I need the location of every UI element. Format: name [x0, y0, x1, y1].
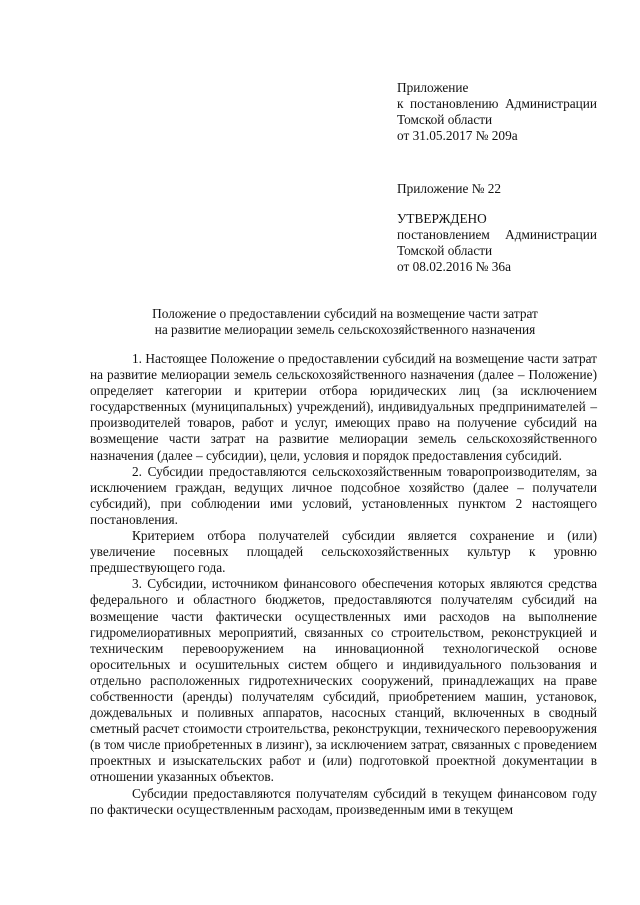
- appendix-number-text: Приложение № 22: [397, 181, 501, 196]
- appendix-header-line: от 31.05.2017 № 209а: [397, 128, 518, 143]
- document-title-line: на развитие мелиорации земель сельскохозяйственного назначения: [154, 322, 536, 337]
- approval-stamp: [397, 211, 597, 275]
- approval-line: от 08.02.2016 № 36а: [397, 259, 511, 274]
- paragraph: 1. Настоящее Положение о предоставлении субсидий на возмещение части затрат на развитие мелиорации земель сельскохозяйственного назначения (далее – Положение) определяет категории и критерии отбора юридических лиц (за исключением государственных (муниципальных) учреждений), индивидуальных предпринимателей – производителей товаров, работ и услуг, имеющих право на получение субсидий на возмещение части затрат на развитие мелиорации земель сельскохозяйственного назначения (далее – субсидии), цели, условия и порядок предоставления субсидий.: [90, 351, 597, 463]
- document-body: [90, 351, 597, 818]
- paragraph: 2. Субсидии предоставляются сельскохозяйственным товаропроизводителям, за исключением граждан, ведущих личное подсобное хозяйство (далее – получатели субсидий), при соблюдении ими условий, установленных пунктом 2 настоящего постановления.: [90, 463, 597, 527]
- appendix-header-line: Томской области: [397, 112, 493, 127]
- appendix-number: [397, 181, 597, 197]
- approval-line: УТВЕРЖДЕНО: [397, 211, 487, 226]
- paragraph: Субсидии предоставляются получателям субсидий в текущем финансовом году по фактически осуществленным расходам, произведенным ими в текущем: [90, 785, 597, 817]
- appendix-header: [397, 80, 597, 144]
- appendix-header-line: Приложение: [397, 80, 469, 95]
- appendix-header-line: к постановлению Администрации: [397, 96, 597, 111]
- approval-line: Томской области: [397, 243, 493, 258]
- paragraph: Критерием отбора получателей субсидии является сохранение и (или) увеличение посевных площадей сельскохозяйственных культур к уровню предшествующего года.: [90, 528, 597, 576]
- document-title: [90, 306, 600, 338]
- approval-line: постановлением Администрации: [397, 227, 597, 242]
- document-title-line: Положение о предоставлении субсидий на возмещение части затрат: [152, 306, 538, 321]
- paragraph: 3. Субсидии, источником финансового обеспечения которых являются средства федерального и областного бюджетов, предоставляются получателям субсидий на возмещение части фактически осуществленных ими расходов на выполнение гидромелиоративных мероприятий, связанных со строительством, реконструкцией и техническим перевооружением на инновационной технологической основе оросительных и осушительных систем общего и индивидуального пользования и отдельно расположенных гидротехнических сооружений, принадлежащих на праве собственности (аренды) получателям субсидий, приобретением машин, установок, дождевальных и поливных аппаратов, насосных станций, включенных в сводный сметный расчет стоимости строительства, реконструкции, технического перевооружения (в том числе приобретенных в лизинг), за исключением затрат, связанных с проведением проектных и изыскательских работ и (или) подготовкой проектной документации в отношении указанных объектов.: [90, 576, 597, 785]
